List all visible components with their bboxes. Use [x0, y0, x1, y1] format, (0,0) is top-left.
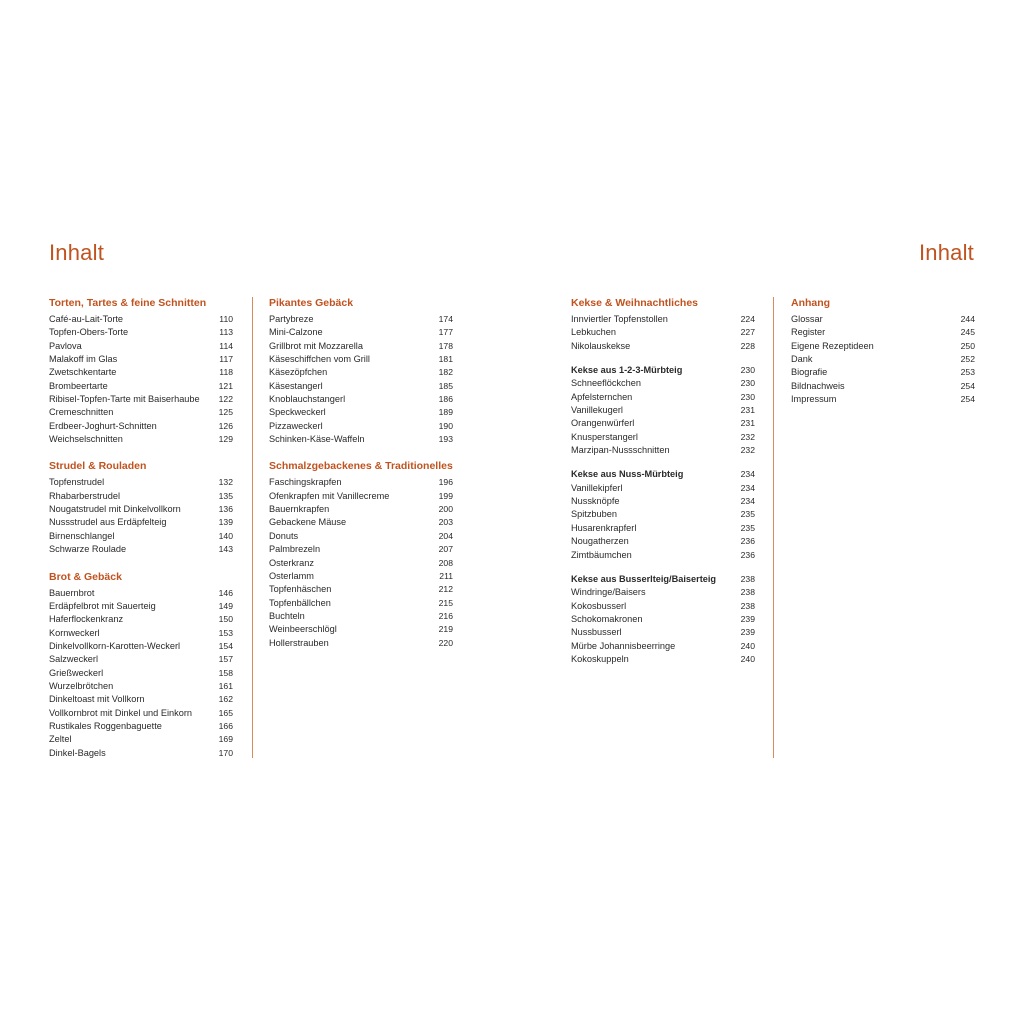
toc-page-number: 212: [438, 584, 453, 595]
toc-page-number: 125: [218, 407, 233, 418]
toc-entry: [49, 490, 233, 503]
toc-entry: [269, 597, 453, 610]
toc-entry-name: Speckweckerl: [269, 407, 326, 418]
toc-entry-name: Ribisel-Topfen-Tarte mit Baiserhaube: [49, 394, 200, 405]
toc-column-1: [49, 297, 233, 774]
toc-section: [269, 460, 453, 649]
toc-entry-name: Osterlamm: [269, 570, 314, 581]
toc-entry-name: Schinken-Käse-Waffeln: [269, 434, 365, 445]
toc-entry-name: Nussknöpfe: [571, 496, 620, 507]
toc-entry: [269, 490, 453, 503]
toc-entry-name: Kokosbusserl: [571, 600, 627, 611]
toc-entry: [269, 610, 453, 623]
toc-entry-name: Nussbusserl: [571, 627, 622, 638]
toc-page-number: 245: [960, 327, 975, 338]
toc-entry-name: Pizzaweckerl: [269, 420, 323, 431]
toc-page-number: 189: [438, 407, 453, 418]
toc-entry-name: Hollerstrauben: [269, 637, 329, 648]
toc-group: [571, 364, 755, 457]
toc-entry-name: Biografie: [791, 367, 828, 378]
toc-subsection-name: Kekse aus 1-2-3-Mürbteig: [571, 365, 683, 376]
toc-entry: [49, 693, 233, 706]
toc-entry-name: Birnenschlangel: [49, 530, 115, 541]
toc-entry: [49, 613, 233, 626]
toc-entry-name: Register: [791, 327, 826, 338]
toc-entry: [269, 420, 453, 433]
toc-entry-name: Pavlova: [49, 340, 82, 351]
toc-entry: [49, 627, 233, 640]
toc-entry: [269, 530, 453, 543]
toc-page-number: 158: [218, 667, 233, 678]
toc-page-number: 117: [219, 354, 233, 365]
toc-entry-name: Topfenhäschen: [269, 584, 332, 595]
toc-entry-name: Topfenbällchen: [269, 597, 331, 608]
toc-entry: [571, 613, 755, 626]
toc-entry-name: Partybreze: [269, 314, 314, 324]
toc-page-number: 230: [740, 378, 755, 389]
toc-entry-name: Knusperstangerl: [571, 431, 638, 442]
toc-entry-name: Palmbrezeln: [269, 544, 321, 555]
toc-page-number: 129: [218, 434, 233, 445]
toc-entry-name: Kokoskuppeln: [571, 653, 629, 664]
toc-section-heading: Pikantes Gebäck: [269, 297, 354, 309]
toc-entry-name: Dinkeltoast mit Vollkorn: [49, 694, 145, 705]
toc-entry: [791, 340, 975, 353]
toc-page-number: 204: [438, 530, 453, 541]
toc-page-number: 238: [740, 600, 755, 611]
toc-page-number: 200: [438, 504, 453, 515]
toc-entry: [49, 653, 233, 666]
toc-page-number: 114: [219, 340, 233, 351]
toc-entry: [49, 353, 233, 366]
toc-entry-name: Schwarze Roulade: [49, 544, 127, 555]
toc-entry-name: Salzweckerl: [49, 654, 99, 665]
toc-entry: [49, 406, 233, 419]
toc-section-heading: Kekse & Weihnachtliches: [571, 297, 699, 309]
toc-page-number: 240: [740, 653, 755, 664]
toc-entry: [571, 653, 755, 666]
toc-page-number: 234: [740, 482, 755, 493]
toc-entry-name: Windringe/Baisers: [571, 587, 646, 598]
toc-entry: [791, 393, 975, 406]
toc-entry-name: Käsestangerl: [269, 380, 323, 391]
toc-entry-name: Osterkranz: [269, 557, 314, 568]
toc-entry-name: Weichselschnitten: [49, 434, 123, 445]
toc-entry-name: Innviertler Topfenstollen: [571, 314, 668, 324]
toc-entry: [791, 313, 975, 326]
toc-section: [791, 297, 975, 406]
toc-entry: [791, 353, 975, 366]
toc-entry: [269, 340, 453, 353]
toc-section-heading: Schmalzgebackenes & Traditionelles: [269, 460, 453, 473]
toc-page-number: 215: [438, 597, 453, 608]
toc-entry-name: Husarenkrapferl: [571, 522, 637, 533]
toc-entry: [791, 366, 975, 379]
toc-page-number: 136: [218, 504, 233, 515]
page-title-right: Inhalt: [918, 240, 974, 265]
toc-entry-name: Brombeertarte: [49, 380, 108, 391]
toc-page-number: 224: [740, 314, 755, 324]
toc-page-number: 250: [960, 340, 975, 351]
toc-entry: [49, 516, 233, 529]
toc-entry: [49, 313, 233, 326]
toc-page-number: 190: [438, 420, 453, 431]
toc-entry-name: Nougatherzen: [571, 536, 629, 547]
toc-page-number: 219: [438, 624, 453, 635]
toc-subsection-heading: [571, 364, 755, 377]
toc-entry: [571, 549, 755, 562]
toc-column-4: [791, 297, 975, 420]
toc-entry-name: Weinbeerschlögl: [269, 624, 337, 635]
toc-entry: [791, 326, 975, 339]
toc-entry: [269, 583, 453, 596]
toc-page-number: 193: [438, 434, 453, 445]
toc-entry: [269, 406, 453, 419]
toc-page-number: 186: [438, 394, 453, 405]
toc-entry-name: Dinkelvollkorn-Karotten-Weckerl: [49, 640, 181, 651]
toc-entry-name: Topfenstrudel: [49, 477, 105, 488]
toc-page-number: 234: [740, 496, 755, 507]
toc-page-number: 182: [438, 367, 453, 378]
toc-page-number: 228: [740, 340, 755, 351]
toc-entry: [49, 720, 233, 733]
toc-page-number: 238: [740, 573, 755, 584]
toc-page-number: 140: [218, 530, 233, 541]
toc-page-number: 230: [740, 365, 755, 376]
toc-entry: [269, 476, 453, 489]
toc-entry-name: Zwetschkentarte: [49, 367, 117, 378]
column-divider-left: [252, 297, 253, 758]
toc-entry-name: Dank: [791, 354, 813, 365]
toc-subsection-name: Kekse aus Nuss-Mürbteig: [571, 469, 684, 480]
toc-page-number: 166: [218, 720, 233, 731]
toc-page-number: 230: [740, 391, 755, 402]
toc-page-number: 178: [438, 340, 453, 351]
toc-page-number: 165: [218, 707, 233, 718]
toc-page-number: 227: [740, 327, 755, 338]
toc-page-number: 208: [438, 557, 453, 568]
toc-page-number: 110: [219, 314, 233, 324]
toc-entry-name: Schokomakronen: [571, 613, 643, 624]
toc-entry-name: Vanillekipferl: [571, 482, 623, 493]
toc-entry: [571, 326, 755, 339]
toc-page-number: 113: [219, 327, 233, 338]
toc-entry-name: Marzipan-Nussschnitten: [571, 445, 670, 456]
toc-entry-name: Cremeschnitten: [49, 407, 114, 418]
toc-entry-name: Knoblauchstangerl: [269, 394, 346, 405]
toc-entry: [49, 667, 233, 680]
toc-page-number: 232: [740, 431, 755, 442]
toc-entry: [49, 587, 233, 600]
toc-page-number: 211: [439, 570, 453, 581]
toc-entry-name: Bauernkrapfen: [269, 504, 330, 515]
toc-page-number: 121: [218, 380, 233, 391]
toc-entry: [49, 420, 233, 433]
toc-page-number: 236: [740, 549, 755, 560]
toc-entry-name: Café-au-Lait-Torte: [49, 314, 124, 324]
toc-entry-name: Eigene Rezeptideen: [791, 340, 874, 351]
toc-group: [571, 313, 755, 353]
toc-page-number: 132: [218, 477, 233, 488]
column-divider-right: [773, 297, 774, 758]
toc-page-number: 177: [438, 327, 453, 338]
toc-entry: [571, 431, 755, 444]
toc-entry: [571, 482, 755, 495]
toc-page-number: 254: [960, 380, 975, 391]
toc-entry-name: Faschingskrapfen: [269, 477, 342, 488]
toc-entry: [49, 543, 233, 556]
toc-page-number: 122: [218, 394, 233, 405]
toc-section: [571, 297, 755, 666]
toc-entry-name: Gebackene Mäuse: [269, 517, 347, 528]
toc-entry: [49, 393, 233, 406]
page-title-left: Inhalt: [49, 240, 105, 265]
toc-entry: [571, 640, 755, 653]
toc-entry: [49, 433, 233, 446]
toc-page-number: 181: [438, 354, 453, 365]
toc-entry-name: Zeltel: [49, 734, 72, 745]
toc-entry: [269, 393, 453, 406]
toc-entry-name: Orangenwürferl: [571, 418, 635, 429]
toc-entry: [49, 366, 233, 379]
toc-page-number: 235: [740, 522, 755, 533]
toc-page-number: 254: [960, 394, 975, 405]
toc-section: [269, 297, 453, 446]
toc-entry-name: Bildnachweis: [791, 380, 845, 391]
toc-entry: [571, 626, 755, 639]
toc-page-number: 239: [740, 613, 755, 624]
toc-entry-name: Donuts: [269, 530, 299, 541]
toc-page-number: 149: [218, 600, 233, 611]
toc-entry-name: Vanillekugerl: [571, 405, 623, 416]
toc-entry-name: Grillbrot mit Mozzarella: [269, 340, 363, 351]
toc-entry: [571, 417, 755, 430]
toc-page-number: 232: [740, 445, 755, 456]
toc-entry-name: Mürbe Johannisbeerringe: [571, 640, 676, 651]
toc-entry-name: Dinkel-Bagels: [49, 747, 106, 758]
toc-entry: [571, 444, 755, 457]
toc-subsection-heading: [571, 573, 755, 586]
toc-entry: [571, 600, 755, 613]
toc-page-number: 234: [740, 469, 755, 480]
toc-entry-name: Erdäpfelbrot mit Sauerteig: [49, 600, 156, 611]
toc-entry: [49, 340, 233, 353]
toc-page-number: 118: [219, 367, 233, 378]
toc-page-number: 143: [218, 544, 233, 555]
toc-entry-name: Malakoff im Glas: [49, 354, 118, 365]
toc-page-number: 231: [740, 405, 755, 416]
toc-entry-name: Käsezöpfchen: [269, 367, 328, 378]
toc-entry: [269, 637, 453, 650]
toc-entry: [571, 313, 755, 326]
toc-entry-name: Zimtbäumchen: [571, 549, 632, 560]
toc-page-number: 231: [740, 418, 755, 429]
toc-entry: [571, 535, 755, 548]
toc-entry: [49, 733, 233, 746]
toc-entry: [269, 366, 453, 379]
toc-page-number: 161: [218, 680, 233, 691]
toc-section-heading: Brot & Gebäck: [49, 570, 122, 583]
toc-entry-name: Schneeflöckchen: [571, 378, 641, 389]
toc-entry: [269, 516, 453, 529]
toc-page-number: 252: [960, 354, 975, 365]
toc-section: [49, 297, 233, 446]
toc-entry-name: Nougatstrudel mit Dinkelvollkorn: [49, 504, 181, 515]
toc-entry-name: Wurzelbrötchen: [49, 680, 114, 691]
toc-page-number: 154: [218, 640, 233, 651]
toc-section-heading: Strudel & Rouladen: [49, 460, 147, 473]
toc-entry: [571, 377, 755, 390]
toc-entry: [269, 433, 453, 446]
toc-entry-name: Rhabarberstrudel: [49, 490, 120, 501]
toc-page-number: 174: [438, 314, 453, 324]
toc-page-number: 157: [218, 654, 233, 665]
toc-entry: [571, 495, 755, 508]
toc-page-number: 240: [740, 640, 755, 651]
toc-entry: [49, 680, 233, 693]
toc-entry: [49, 600, 233, 613]
toc-page-number: 162: [218, 694, 233, 705]
toc-entry: [571, 391, 755, 404]
toc-subsection-heading: [571, 468, 755, 481]
toc-page-number: 220: [438, 637, 453, 648]
toc-entry: [269, 570, 453, 583]
toc-section-heading: Torten, Tartes & feine Schnitten: [49, 297, 207, 309]
toc-page-number: 139: [218, 517, 233, 528]
toc-page-number: 199: [438, 490, 453, 501]
toc-page-number: 207: [438, 544, 453, 555]
toc-entry-name: Käseschiffchen vom Grill: [269, 354, 370, 365]
toc-entry-name: Impressum: [791, 394, 837, 405]
toc-entry: [49, 380, 233, 393]
toc-entry: [571, 340, 755, 353]
toc-page-number: 253: [960, 367, 975, 378]
toc-entry-name: Haferflockenkranz: [49, 614, 124, 625]
toc-group: [571, 573, 755, 666]
toc-page-number: 235: [740, 509, 755, 520]
toc-entry: [49, 707, 233, 720]
toc-page-number: 238: [740, 587, 755, 598]
toc-entry: [269, 380, 453, 393]
toc-entry: [269, 353, 453, 366]
toc-entry: [791, 380, 975, 393]
toc-entry: [571, 508, 755, 521]
toc-column-2: [269, 297, 453, 664]
toc-entry-name: Ofenkrapfen mit Vanillecreme: [269, 490, 390, 501]
toc-page-number: 239: [740, 627, 755, 638]
toc-entry: [49, 503, 233, 516]
toc-entry-name: Topfen-Obers-Torte: [49, 327, 129, 338]
toc-entry-name: Erdbeer-Joghurt-Schnitten: [49, 420, 157, 431]
toc-entry-name: Rustikales Roggenbaguette: [49, 720, 162, 731]
toc-entry: [269, 543, 453, 556]
toc-entry: [571, 586, 755, 599]
toc-entry-name: Mini-Calzone: [269, 327, 323, 338]
toc-entry: [269, 503, 453, 516]
toc-group: [571, 468, 755, 561]
toc-entry: [571, 522, 755, 535]
toc-page-number: 146: [218, 587, 233, 598]
toc-entry: [269, 557, 453, 570]
toc-entry-name: Vollkornbrot mit Dinkel und Einkorn: [49, 707, 192, 718]
toc-entry: [49, 326, 233, 339]
toc-entry-name: Lebkuchen: [571, 327, 616, 338]
toc-entry-name: Bauernbrot: [49, 587, 95, 598]
toc-page-number: 169: [218, 734, 233, 745]
toc-page-number: 216: [438, 610, 453, 621]
toc-section: [49, 460, 233, 556]
toc-section-heading: Anhang: [791, 297, 831, 309]
toc-subsection-name: Kekse aus Busserlteig/Baiserteig: [571, 573, 717, 584]
toc-entry: [269, 623, 453, 636]
toc-entry-name: Apfelsternchen: [571, 391, 633, 402]
toc-page-number: 126: [218, 420, 233, 431]
toc-entry-name: Kornweckerl: [49, 627, 100, 638]
toc-entry: [269, 326, 453, 339]
toc-section: [49, 571, 233, 760]
toc-entry-name: Nussstrudel aus Erdäpfelteig: [49, 517, 167, 528]
toc-entry: [571, 404, 755, 417]
toc-entry-name: Glossar: [791, 314, 823, 324]
toc-entry-name: Nikolauskekse: [571, 340, 631, 351]
toc-page-number: 153: [218, 627, 233, 638]
toc-entry: [269, 313, 453, 326]
toc-page-number: 244: [960, 314, 975, 324]
toc-page-number: 196: [438, 477, 453, 488]
toc-entry-name: Spitzbuben: [571, 509, 617, 520]
toc-entry: [49, 747, 233, 760]
toc-page-number: 185: [438, 380, 453, 391]
toc-page-number: 135: [218, 490, 233, 501]
toc-page-number: 203: [438, 517, 453, 528]
toc-entry-name: Grießweckerl: [49, 667, 104, 678]
toc-page-number: 170: [218, 747, 233, 758]
toc-entry: [49, 476, 233, 489]
toc-entry: [49, 640, 233, 653]
toc-entry: [49, 530, 233, 543]
toc-page-number: 236: [740, 536, 755, 547]
toc-page-number: 150: [218, 614, 233, 625]
toc-entry-name: Buchteln: [269, 610, 305, 621]
toc-column-3: [571, 297, 755, 680]
